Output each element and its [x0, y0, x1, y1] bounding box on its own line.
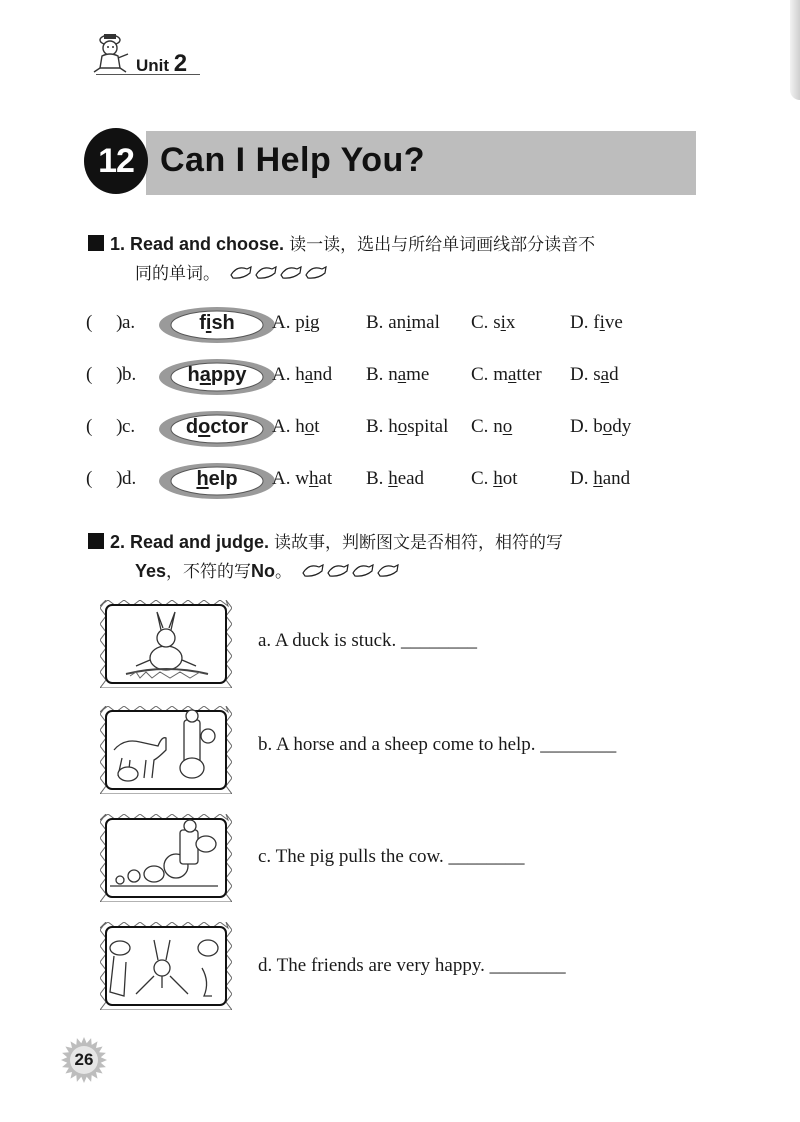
judge-statement: a. A duck is stuck. ________: [258, 630, 478, 651]
question-label: d.: [122, 468, 137, 489]
illustration-frame: [100, 814, 232, 902]
target-word-badge: [158, 462, 276, 500]
option-d: D. body: [570, 416, 632, 437]
question-row: [86, 410, 706, 450]
page-number-badge: [60, 1036, 108, 1084]
section2-heading: [88, 528, 563, 586]
section1-instruction-line2: 同的单词。: [135, 264, 220, 284]
target-word-badge: [158, 358, 276, 396]
target-word-badge: [158, 306, 276, 344]
unit-word: Unit: [136, 56, 170, 75]
section1-title: 1. Read and choose.: [110, 234, 285, 254]
section1-instruction-line1: 读一读，选出与所给单词画线部分读音不: [289, 235, 596, 255]
section2-yes: Yes: [135, 561, 167, 581]
mascot-icon: [88, 30, 136, 76]
bullet-square-icon: [88, 235, 104, 251]
page-curl-shadow: [790, 0, 800, 100]
section2-instruction-end: 。: [275, 562, 293, 582]
target-word: happy: [187, 364, 247, 386]
judge-statement: b. A horse and a sheep come to help. ________: [258, 734, 617, 755]
option-d: D. five: [570, 312, 623, 333]
answer-bracket[interactable]: ( ): [86, 416, 123, 437]
horse-sheep-illustration: [100, 706, 232, 794]
difficulty-dogs-icon: [229, 261, 329, 281]
rabbit-stuck-illustration: [100, 600, 232, 688]
target-word-badge: [158, 410, 276, 448]
page-number: 26: [74, 1050, 94, 1069]
option-c: C. no: [471, 416, 513, 437]
illustration-frame: [100, 922, 232, 1010]
option-b: B. animal: [366, 312, 440, 333]
happy-friends-illustration: [100, 922, 232, 1010]
option-b: B. hospital: [366, 416, 449, 437]
answer-bracket[interactable]: ( ): [86, 312, 123, 333]
target-word: fish: [199, 312, 235, 334]
question-label: c.: [122, 416, 136, 437]
animals-pulling-illustration: [100, 814, 232, 902]
answer-bracket[interactable]: ( ): [86, 364, 123, 385]
option-d: D. sad: [570, 364, 619, 385]
option-c: C. matter: [471, 364, 542, 385]
question-row: [86, 306, 706, 346]
option-c: C. six: [471, 312, 516, 333]
option-c: C. hot: [471, 468, 518, 489]
section2-title: 2. Read and judge.: [110, 532, 270, 552]
section1-heading: [88, 230, 595, 288]
question-row: [86, 358, 706, 398]
option-a: A. hand: [272, 364, 333, 385]
question-label: a.: [122, 312, 136, 333]
section2-no: No: [251, 561, 276, 581]
question-label: b.: [122, 364, 137, 385]
option-b: B. name: [366, 364, 430, 385]
section2-instruction-line2: ，不符的写: [166, 562, 252, 582]
lesson-title: Can I Help You?: [160, 141, 426, 179]
section2-instruction-line1: 读故事，判断图文是否相符，相符的写: [274, 533, 564, 553]
header-rule: [96, 74, 200, 75]
target-word: help: [196, 468, 238, 490]
illustration-frame: [100, 706, 232, 794]
difficulty-dogs-icon: [301, 559, 401, 579]
judge-statement: c. The pig pulls the cow. ________: [258, 846, 525, 867]
unit-header: [88, 30, 200, 82]
unit-number: 2: [173, 50, 188, 77]
answer-bracket[interactable]: ( ): [86, 468, 123, 489]
question-row: [86, 462, 706, 502]
option-b: B. head: [366, 468, 425, 489]
option-a: A. pig: [272, 312, 320, 333]
target-word: doctor: [185, 416, 249, 438]
illustration-frame: [100, 600, 232, 688]
judge-statement: d. The friends are very happy. ________: [258, 955, 566, 976]
option-a: A. hot: [272, 416, 320, 437]
bullet-square-icon: [88, 533, 104, 549]
lesson-number-badge: 12: [84, 128, 148, 194]
option-a: A. what: [272, 468, 333, 489]
option-d: D. hand: [570, 468, 631, 489]
